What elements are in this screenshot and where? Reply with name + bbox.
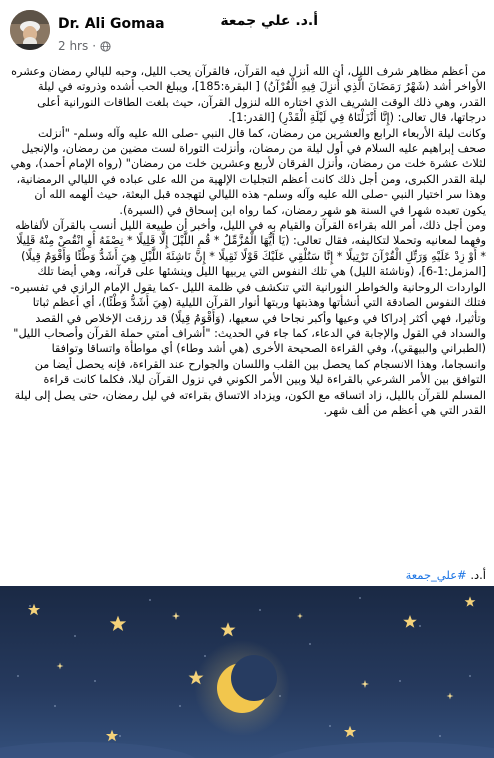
signature: أ.د. xyxy=(470,568,486,582)
avatar-image xyxy=(10,10,50,50)
hashtag-link[interactable]: #علي_جمعة xyxy=(405,568,467,582)
post-header xyxy=(0,0,494,60)
post-meta xyxy=(58,38,111,54)
post-paragraph-1: من أعظم مظاهر شرف الليل، أن الله أنزل فيه القرآن، فالقرآن يحب الليل، وحبه لليالي رمضان وعشره الأواخر أشد (شَهْرُ رَمَضَانَ الَّذِي أُنزِلَ فِيهِ الْقُرْآنُ) [ البقرة:185]، ويبلغ الحب أشده وذروته في ليلة القدر، وهي ذلك الوقت الشريف الذي اختاره الله لنزول القرآن، حيث بلغت الطاقات النورانية أعلى درجاتها، قال تعالى: (إِنَّا أَنْزَلْنَاهُ فِي لَيْلَةِ الْقَدْرِ) [القدر:1]. xyxy=(11,65,486,125)
timestamp[interactable]: 2 hrs xyxy=(58,39,89,53)
avatar[interactable] xyxy=(10,10,50,50)
post-paragraph-3: ومن أجل ذلك، أمر الله بقراءة القرآن والقيام به في الليل، وأخبر أن طبيعة الليل أنسب بالقرآن لألفاظه وفهما لمعانيه وتحملا لتكاليفه، فقال تعالى: (يَا أَيُّهَا الْمُزَّمِّلُ * قُمِ اللَّيْلَ إِلَّا قَلِيلًا * نِصْفَهُ أَوِ انْقُصْ مِنْهُ قَلِيلًا * أَوْ زِدْ عَلَيْهِ وَرَتِّلِ الْقُرْآنَ تَرْتِيلًا * إِنَّا سَنُلْقِي عَلَيْكَ قَوْلًا ثَقِيلًا * إِنَّ نَاشِئَةَ اللَّيْلِ هِيَ أَشَدُّ وَطْئًا وَأَقْوَمُ قِيلًا) [المزمل:1-6]، (وناشئة الليل) هي تلك النفوس التي يربيها الليل وينشئها على قرآنه، وهي أيضا تلك الواردات الروحانية والخواطر النورانية التي تنكشف في ظلمة الليل -كما يقول الإمام الرازي في تفسيره- فتلك النفوس الصادقة التي أنشأتها وهذبتها وربتها أنوار القرآن الليلية (هِيَ أَشَدُّ وَطْئًا)، أي أعظم ثباتا وتأثيرا، فهي أكثر إدراكا في وعيها وأكبر نجاحا في سعيها، (وَأَقْوَمُ قِيلًا) قد رزقت الإخلاص في القصد والسداد في القول والإجابة في الدعاء، كما جاء في الحديث: "أشراف أمتي حملة القرآن وأصحاب الليل" (الطبراني والبيهقي)، وفي القراءة الصحيحة الأخرى (هي أشد وطاء) أي مواطأة واتساقا وتوافقا وانسجاما، وهذا الانسجام كما يحصل بين القلب واللسان والجوارح عند القراءة، فإنه يحصل أيضا من التوافق بين الأمر الشرعي بالقراءة ليلا وبين الأمر الكوني في نزول القرآن ليلا، فكلما كانت قراءة المسلم للقرآن بالليل، زاد اتساقه مع الكون، ويزداد الاتساق بقراءته في ليل رمضان، حتى يصل إلى ليلة القدر التي هي أعظم من ألف شهر. xyxy=(10,219,486,417)
globe-icon[interactable] xyxy=(100,41,111,52)
author-name-arabic[interactable]: أ.د. علي جمعة xyxy=(220,13,318,29)
post-paragraph-2: وكانت ليلة الأربعاء الرابع والعشرين من رمضان، كما قال النبي -صلى الله عليه وآله وسلم- "أنزلت صحف إبراهيم عليه السلام في أول ليلة من رمضان، وأنزلت التوراة لست مضين من رمضان، والإنجيل لثلاث عشرة خلت من رمضان، وأنزل الفرقان لأربع وعشرين خلت من رمضان" (رواه الإمام أحمد)، وهي ليلة القدر الكبرى، ومن أجل ذلك كانت أعظم التجليات الإلهية من الله على عباده في الليالي الرمضانية، وهذا سر اختيار النبي -صلى الله عليه وآله وسلم- هذه الليالي لتهجده قبل البعثة، حيث ألهمه الله أن يكون تعبده شهرا في السنة هو شهر رمضان، كما رواه ابن إسحاق في (السيرة). xyxy=(10,126,486,217)
author-name[interactable]: Dr. Ali Gomaa xyxy=(58,16,165,32)
post-image[interactable] xyxy=(0,586,494,758)
post-tags xyxy=(406,568,486,582)
post-body xyxy=(8,64,486,418)
meta-separator: · xyxy=(92,39,97,53)
night-sky-image xyxy=(0,586,494,758)
author-line xyxy=(58,13,486,33)
